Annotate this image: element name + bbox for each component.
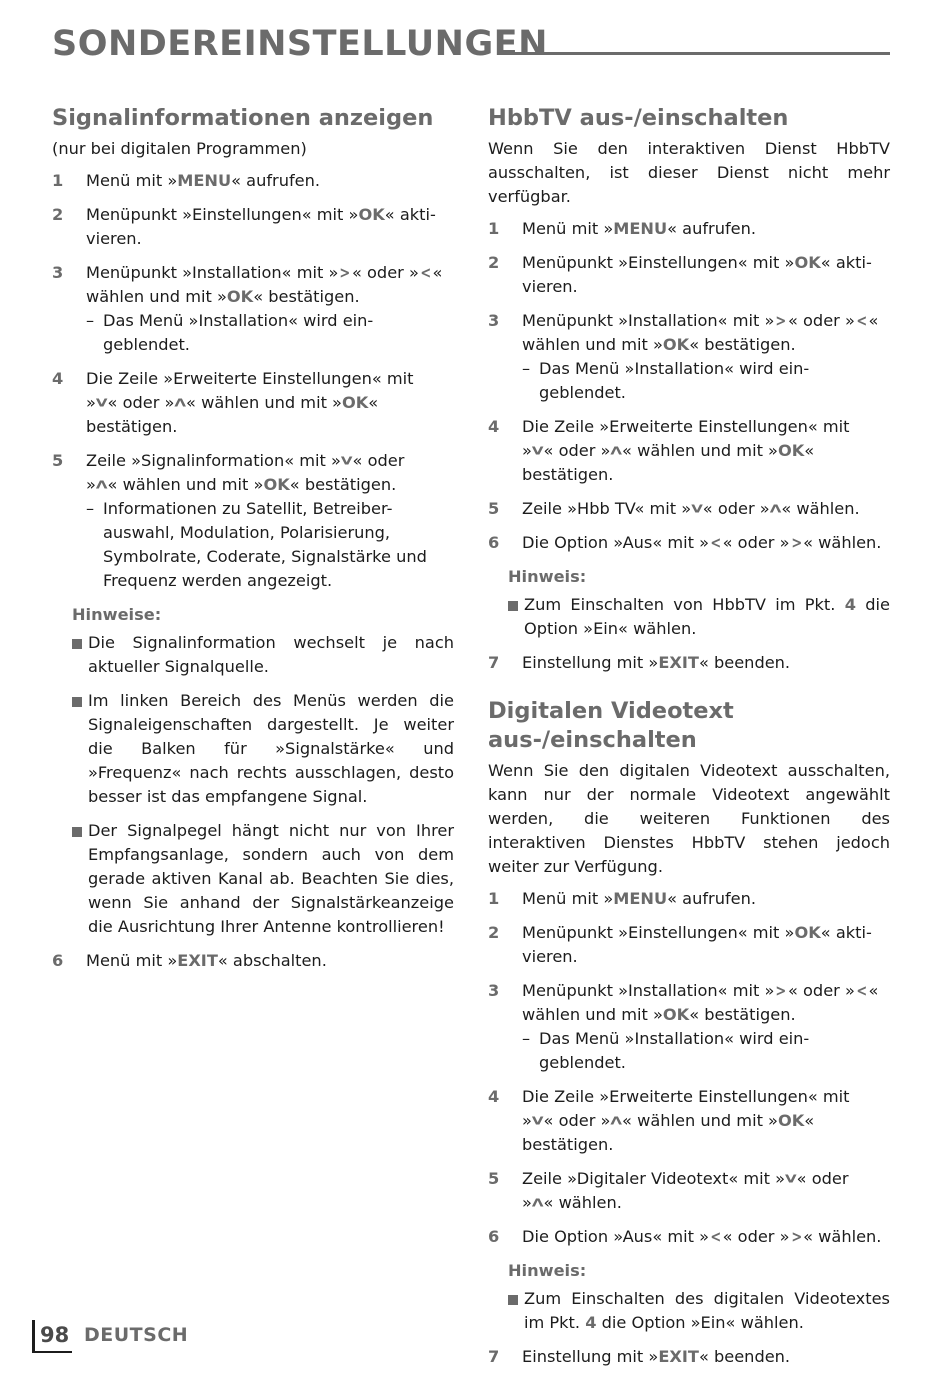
ok-key: OK — [358, 205, 385, 224]
step-text: Zeile »Signalinformation« mit » — [86, 451, 341, 470]
ok-key: OK — [777, 1111, 805, 1130]
step-text: bestätigen. — [86, 417, 178, 436]
step-text: wählen und mit » — [522, 335, 663, 354]
title-rule — [500, 52, 890, 55]
arrow-right-icon: > — [775, 311, 787, 330]
step-text: « bestätigen. — [689, 1005, 796, 1024]
step-text: bestätigen. — [522, 465, 614, 484]
dash: – — [86, 499, 95, 518]
square-bullet-icon — [508, 1295, 518, 1305]
step-text: Einstellung mit » — [522, 1347, 659, 1366]
sub-text: Das Menü »Installation« wird ein- — [539, 1029, 810, 1048]
ok-key: OK — [777, 441, 805, 460]
step-text: « wählen und mit » — [622, 441, 778, 460]
step-text: « beenden. — [698, 653, 791, 672]
sub-text: Informationen zu Satellit, Betreiber- — [103, 499, 393, 518]
footer-bracket — [32, 1320, 35, 1352]
step-text: « — [368, 393, 379, 412]
step-text: « aufrufen. — [667, 219, 757, 238]
arrow-left-icon: < — [420, 263, 432, 282]
step — [488, 1345, 890, 1369]
step-text: « wählen und mit » — [622, 1111, 778, 1130]
arrow-right-icon: > — [790, 533, 802, 552]
step-text: Menüpunkt »Installation« mit » — [522, 981, 775, 1000]
step-text: « oder » — [722, 533, 790, 552]
step — [488, 1085, 890, 1157]
step-text: Menü mit » — [86, 951, 178, 970]
note-text: die Option »Ein« wählen. — [524, 595, 890, 638]
sub-item — [522, 1027, 890, 1075]
step-text: « aufrufen. — [231, 171, 321, 190]
step-number: 4 — [488, 417, 500, 436]
note-text: Der Signalpegel hängt nicht nur von Ihrer Empfangsanlage, sondern auch von dem gerade aktiven Kanal ab. Beachten Sie dies, wenn Sie anhand der Signalstärkeanzeige die Ausrichtung Ihrer Antenne kontrollieren! — [88, 821, 454, 936]
note-heading: Hinweis: — [508, 1261, 587, 1280]
page-title: SONDEREINSTELLUNGEN — [52, 24, 548, 64]
step-text: Die Zeile »Erweiterte Einstellungen« mit — [522, 417, 850, 436]
sub-text: geblendet. — [539, 383, 626, 402]
step-number: 2 — [488, 923, 500, 942]
section-title-signalinfo: Signalinformationen anzeigen — [52, 105, 434, 131]
language-label: DEUTSCH — [84, 1324, 189, 1346]
step-text: « oder » — [722, 1227, 790, 1246]
arrow-right-icon: > — [339, 263, 351, 282]
step — [52, 449, 454, 593]
page-header — [52, 22, 890, 66]
exit-key: EXIT — [658, 653, 699, 672]
note-step-ref: 4 — [844, 595, 856, 614]
step-text: Menüpunkt »Installation« mit » — [86, 263, 339, 282]
step-text: vieren. — [522, 277, 578, 296]
step-text: Zeile »Hbb TV« mit » — [522, 499, 692, 518]
arrow-left-icon: < — [710, 1227, 722, 1246]
arrow-right-icon: > — [790, 1227, 802, 1246]
step — [488, 217, 890, 241]
step-text: « wählen. — [803, 533, 882, 552]
step-text: » — [522, 1111, 532, 1130]
arrow-down-icon: V — [340, 454, 353, 468]
sub-text: geblendet. — [103, 335, 190, 354]
step-number: 3 — [488, 981, 500, 1000]
step-text: « bestätigen. — [253, 287, 360, 306]
sub-text: Das Menü »Installation« wird ein- — [539, 359, 810, 378]
arrow-left-icon: < — [710, 533, 722, 552]
step-text: « — [432, 263, 443, 282]
arrow-up-icon: Λ — [531, 1196, 544, 1210]
step-text: « wählen. — [543, 1193, 622, 1212]
step-text: « wählen. — [803, 1227, 882, 1246]
step-text: Die Option »Aus« mit » — [522, 1227, 710, 1246]
dash: – — [86, 311, 95, 330]
step-text: wählen und mit » — [522, 1005, 663, 1024]
note-item — [488, 1287, 890, 1335]
right-column — [488, 104, 890, 1379]
page-number: 98 — [40, 1323, 70, 1347]
step-text: « akti- — [820, 253, 872, 272]
step — [488, 497, 890, 521]
step-text: « oder » — [787, 311, 855, 330]
section-intro: Wenn Sie den interaktiven Dienst HbbTV ausschalten, ist dieser Dienst nicht mehr verfügbar. — [488, 139, 890, 206]
sub-text: Symbolrate, Coderate, Signalstärke und — [103, 547, 427, 566]
sub-text: auswahl, Modulation, Polarisierung, — [103, 523, 391, 542]
step-text: Die Zeile »Erweiterte Einstellungen« mit — [86, 369, 414, 388]
step-text: » — [86, 475, 96, 494]
menu-key: MENU — [613, 219, 668, 238]
arrow-down-icon: V — [531, 444, 544, 458]
step-text: Die Zeile »Erweiterte Einstellungen« mit — [522, 1087, 850, 1106]
step-text: Menü mit » — [522, 889, 614, 908]
step — [52, 367, 454, 439]
step-number: 4 — [488, 1087, 500, 1106]
sub-item — [86, 497, 454, 593]
exit-key: EXIT — [658, 1347, 699, 1366]
note-heading: Hinweis: — [508, 567, 587, 586]
step-text: » — [86, 393, 96, 412]
arrow-left-icon: < — [856, 311, 868, 330]
section-title-videotext: Digitalen Videotext aus-/einschalten — [488, 698, 734, 753]
step — [52, 949, 454, 973]
step — [52, 169, 454, 193]
step-text: « bestätigen. — [689, 335, 796, 354]
menu-key: MENU — [613, 889, 668, 908]
step-text: wählen und mit » — [86, 287, 227, 306]
left-column — [52, 104, 454, 983]
arrow-up-icon: Λ — [610, 1114, 623, 1128]
step-text: Menüpunkt »Installation« mit » — [522, 311, 775, 330]
step-text: Die Option »Aus« mit » — [522, 533, 710, 552]
step — [488, 309, 890, 405]
square-bullet-icon — [72, 827, 82, 837]
square-bullet-icon — [72, 639, 82, 649]
sub-text: geblendet. — [539, 1053, 626, 1072]
note-item — [52, 819, 454, 939]
arrow-up-icon: Λ — [95, 478, 108, 492]
ok-key: OK — [662, 1005, 690, 1024]
square-bullet-icon — [72, 697, 82, 707]
step-text: Menüpunkt »Einstellungen« mit » — [522, 923, 795, 942]
step-text: « aufrufen. — [667, 889, 757, 908]
section-title-hbbtv: HbbTV aus-/einschalten — [488, 105, 789, 131]
arrow-down-icon: V — [785, 1172, 797, 1186]
step-text: « oder — [352, 451, 405, 470]
step-text: « oder » — [351, 263, 419, 282]
step-text: « oder — [796, 1169, 849, 1188]
sub-item — [86, 309, 454, 357]
step-number: 7 — [488, 1347, 500, 1366]
step-text: « oder » — [787, 981, 855, 1000]
step — [52, 203, 454, 251]
note-text: Die Signalinformation wechselt je nach aktueller Signalquelle. — [88, 633, 454, 676]
step — [488, 651, 890, 675]
step-text: « bestätigen. — [289, 475, 397, 494]
arrow-right-icon: > — [775, 981, 787, 1000]
step-text: « — [868, 981, 879, 1000]
step-number: 1 — [488, 219, 500, 238]
step-number: 3 — [52, 263, 64, 282]
ok-key: OK — [341, 393, 369, 412]
step-text: » — [522, 1193, 532, 1212]
step — [488, 979, 890, 1075]
step-text: bestätigen. — [522, 1135, 614, 1154]
notes-heading: Hinweise: — [72, 605, 162, 624]
step-text: « wählen und mit » — [186, 393, 342, 412]
step — [488, 887, 890, 911]
note-item — [488, 593, 890, 641]
arrow-up-icon: Λ — [610, 444, 623, 458]
ok-key: OK — [226, 287, 254, 306]
step — [488, 251, 890, 299]
step — [488, 921, 890, 969]
sub-text: Das Menü »Installation« wird ein- — [103, 311, 374, 330]
exit-key: EXIT — [177, 951, 218, 970]
section-intro: Wenn Sie den digitalen Videotext ausschalten, kann nur der normale Videotext angewählt werden, die weiteren Funktionen des interaktiven Dienstes HbbTV stehen jedoch weiter zur Verfügung. — [488, 761, 890, 876]
page-footer — [32, 1320, 232, 1354]
step-text: « akti- — [384, 205, 436, 224]
step — [52, 261, 454, 357]
sub-text: Frequenz werden angezeigt. — [103, 571, 333, 590]
step-text: « oder » — [543, 1111, 611, 1130]
ok-key: OK — [263, 475, 290, 494]
note-step-ref: 4 — [585, 1313, 597, 1332]
step-number: 1 — [488, 889, 500, 908]
step-text: « oder » — [543, 441, 611, 460]
dash: – — [522, 359, 531, 378]
dash: – — [522, 1029, 531, 1048]
step-number: 7 — [488, 653, 500, 672]
section-intro: (nur bei digitalen Programmen) — [52, 139, 307, 158]
step-text: vieren. — [522, 947, 578, 966]
step-number: 5 — [488, 1169, 500, 1188]
step-number: 2 — [52, 205, 64, 224]
step-text: Menü mit » — [522, 219, 614, 238]
arrow-down-icon: V — [531, 1114, 544, 1128]
note-item — [52, 689, 454, 809]
menu-key: MENU — [177, 171, 232, 190]
ok-key: OK — [794, 923, 821, 942]
step-text: « akti- — [820, 923, 872, 942]
step-number: 3 — [488, 311, 500, 330]
step — [488, 1167, 890, 1215]
step-number: 1 — [52, 171, 64, 190]
step-text: Einstellung mit » — [522, 653, 659, 672]
step-text: « abschalten. — [217, 951, 327, 970]
note-text: Im linken Bereich des Menüs werden die Signaleigenschaften dargestellt. Je weiter die Balken für »Signalstärke« und »Frequenz« nach rechts ausschlagen, desto besser ist das empfangene Signal. — [88, 691, 454, 806]
step-number: 5 — [488, 499, 500, 518]
step-text: vieren. — [86, 229, 142, 248]
step-text: « oder » — [107, 393, 175, 412]
step-number: 4 — [52, 369, 64, 388]
step-number: 2 — [488, 253, 500, 272]
step-number: 6 — [488, 1227, 500, 1246]
step-text: » — [522, 441, 532, 460]
note-item — [52, 631, 454, 679]
step-number: 6 — [488, 533, 500, 552]
step-text: Menü mit » — [86, 171, 178, 190]
arrow-down-icon: V — [95, 396, 108, 410]
step — [488, 415, 890, 487]
ok-key: OK — [662, 335, 690, 354]
step-text: Menüpunkt »Einstellungen« mit » — [86, 205, 359, 224]
ok-key: OK — [794, 253, 821, 272]
step — [488, 1225, 890, 1249]
step-number: 5 — [52, 451, 64, 470]
step-text: « wählen. — [781, 499, 860, 518]
step-text: « oder » — [702, 499, 770, 518]
step-text: « — [868, 311, 879, 330]
step-text: Menüpunkt »Einstellungen« mit » — [522, 253, 795, 272]
note-text: Zum Einschalten des digitalen Videotextes im Pkt. — [524, 1289, 890, 1332]
arrow-left-icon: < — [856, 981, 868, 1000]
footer-underline — [32, 1351, 72, 1353]
arrow-down-icon: V — [691, 502, 703, 516]
note-text: Zum Einschalten von HbbTV im Pkt. — [524, 595, 845, 614]
step — [488, 531, 890, 555]
step-text: Zeile »Digitaler Videotext« mit » — [522, 1169, 786, 1188]
arrow-up-icon: Λ — [769, 502, 782, 516]
step-text: « — [804, 1111, 815, 1130]
sub-item — [522, 357, 890, 405]
note-text: die Option »Ein« wählen. — [596, 1313, 804, 1332]
square-bullet-icon — [508, 601, 518, 611]
step-text: « wählen und mit » — [107, 475, 264, 494]
step-text: « beenden. — [698, 1347, 791, 1366]
step-text: « — [804, 441, 815, 460]
step-number: 6 — [52, 951, 64, 970]
arrow-up-icon: Λ — [174, 396, 187, 410]
